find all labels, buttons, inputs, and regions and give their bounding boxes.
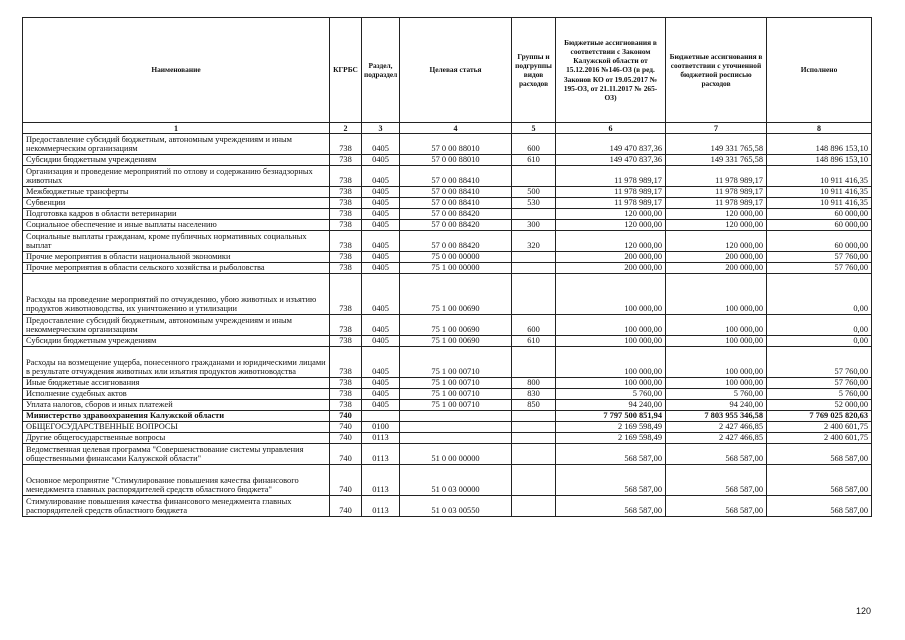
header-executed: Исполнено — [767, 18, 872, 123]
row-adjusted-allocation: 200 000,00 — [666, 263, 767, 274]
table-row — [23, 422, 872, 433]
row-group — [512, 274, 556, 315]
header-row — [23, 18, 872, 123]
row-kgrbs: 738 — [330, 155, 362, 166]
table-row — [23, 134, 872, 155]
row-law-allocation: 200 000,00 — [556, 263, 666, 274]
row-name: Другие общегосударственные вопросы — [23, 433, 330, 444]
row-target: 51 0 00 00000 — [400, 444, 512, 465]
row-target: 57 0 00 88010 — [400, 134, 512, 155]
row-kgrbs: 738 — [330, 378, 362, 389]
row-name: Расходы на проведение мероприятий по отчуждению, убою животных и изъятию продуктов животноводства, их уничтожению и утилизации — [23, 274, 330, 315]
row-section: 0405 — [362, 187, 400, 198]
row-adjusted-allocation: 568 587,00 — [666, 496, 767, 517]
header-adjusted-allocation: Бюджетные ассигнования в соответствии с уточненной бюджетной росписью расходов — [666, 18, 767, 123]
row-executed: 60 000,00 — [767, 231, 872, 252]
row-law-allocation: 100 000,00 — [556, 347, 666, 378]
row-adjusted-allocation: 100 000,00 — [666, 274, 767, 315]
row-adjusted-allocation: 94 240,00 — [666, 400, 767, 411]
row-kgrbs: 738 — [330, 231, 362, 252]
row-kgrbs: 740 — [330, 496, 362, 517]
row-name: Социальное обеспечение и иные выплаты населению — [23, 220, 330, 231]
row-executed: 2 400 601,75 — [767, 433, 872, 444]
table-row — [23, 411, 872, 422]
row-target: 57 0 00 88420 — [400, 209, 512, 220]
row-law-allocation: 100 000,00 — [556, 315, 666, 336]
column-number: 6 — [556, 123, 666, 134]
row-group: 300 — [512, 220, 556, 231]
table-row — [23, 187, 872, 198]
row-section: 0113 — [362, 433, 400, 444]
header-groups: Группы и подгруппы видов расходов — [512, 18, 556, 123]
row-group: 800 — [512, 378, 556, 389]
row-adjusted-allocation: 149 331 765,58 — [666, 155, 767, 166]
row-executed: 568 587,00 — [767, 444, 872, 465]
row-adjusted-allocation: 11 978 989,17 — [666, 198, 767, 209]
row-kgrbs: 738 — [330, 166, 362, 187]
row-target: 57 0 00 88420 — [400, 220, 512, 231]
row-group — [512, 209, 556, 220]
row-section: 0405 — [362, 315, 400, 336]
row-kgrbs: 738 — [330, 274, 362, 315]
row-name: Прочие мероприятия в области сельского хозяйства и рыболовства — [23, 263, 330, 274]
row-executed: 148 896 153,10 — [767, 155, 872, 166]
row-target: 51 0 03 00550 — [400, 496, 512, 517]
row-kgrbs: 738 — [330, 252, 362, 263]
row-law-allocation: 568 587,00 — [556, 444, 666, 465]
column-number: 7 — [666, 123, 767, 134]
row-group — [512, 496, 556, 517]
row-name: ОБЩЕГОСУДАРСТВЕННЫЕ ВОПРОСЫ — [23, 422, 330, 433]
row-section: 0405 — [362, 155, 400, 166]
row-law-allocation: 2 169 598,49 — [556, 422, 666, 433]
row-section — [362, 411, 400, 422]
row-executed: 7 769 025 820,63 — [767, 411, 872, 422]
row-adjusted-allocation: 11 978 989,17 — [666, 166, 767, 187]
row-name: Исполнение судебных актов — [23, 389, 330, 400]
table-row — [23, 496, 872, 517]
row-name: Социальные выплаты гражданам, кроме публичных нормативных социальных выплат — [23, 231, 330, 252]
row-law-allocation: 100 000,00 — [556, 336, 666, 347]
table-row — [23, 400, 872, 411]
table-row — [23, 315, 872, 336]
header-law-allocation: Бюджетные ассигнования в соответствии с Законом Калужской области от 15.12.2016 №146-ОЗ (в ред. Законов КО от 19.05.2017 № 195-ОЗ, от 21.11.2017 № 265-ОЗ) — [556, 18, 666, 123]
row-name: Субвенции — [23, 198, 330, 209]
row-target: 75 0 00 00000 — [400, 252, 512, 263]
row-target: 51 0 03 00000 — [400, 465, 512, 496]
row-law-allocation: 568 587,00 — [556, 465, 666, 496]
row-kgrbs: 740 — [330, 465, 362, 496]
column-number: 4 — [400, 123, 512, 134]
row-law-allocation: 7 797 500 851,94 — [556, 411, 666, 422]
row-law-allocation: 120 000,00 — [556, 231, 666, 252]
row-target: 75 1 00 00710 — [400, 378, 512, 389]
row-law-allocation: 94 240,00 — [556, 400, 666, 411]
row-law-allocation: 11 978 989,17 — [556, 166, 666, 187]
row-kgrbs: 740 — [330, 411, 362, 422]
row-section: 0113 — [362, 465, 400, 496]
row-section: 0405 — [362, 209, 400, 220]
row-adjusted-allocation: 100 000,00 — [666, 315, 767, 336]
header-target: Целевая статья — [400, 18, 512, 123]
row-group: 600 — [512, 134, 556, 155]
row-group — [512, 433, 556, 444]
row-target: 57 0 00 88410 — [400, 187, 512, 198]
table-row — [23, 220, 872, 231]
row-law-allocation: 120 000,00 — [556, 209, 666, 220]
row-group: 500 — [512, 187, 556, 198]
table-row — [23, 336, 872, 347]
row-kgrbs: 738 — [330, 336, 362, 347]
row-section: 0113 — [362, 496, 400, 517]
row-kgrbs: 738 — [330, 389, 362, 400]
table-row — [23, 465, 872, 496]
page-number: 120 — [856, 606, 872, 616]
row-section: 0405 — [362, 231, 400, 252]
row-adjusted-allocation: 568 587,00 — [666, 444, 767, 465]
row-name: Подготовка кадров в области ветеринарии — [23, 209, 330, 220]
row-adjusted-allocation: 200 000,00 — [666, 252, 767, 263]
row-group — [512, 263, 556, 274]
row-executed: 60 000,00 — [767, 209, 872, 220]
row-section: 0405 — [362, 220, 400, 231]
row-kgrbs: 738 — [330, 209, 362, 220]
row-executed: 57 760,00 — [767, 347, 872, 378]
row-group: 610 — [512, 155, 556, 166]
row-section: 0405 — [362, 347, 400, 378]
row-executed: 10 911 416,35 — [767, 198, 872, 209]
row-kgrbs: 738 — [330, 315, 362, 336]
table-row — [23, 231, 872, 252]
row-adjusted-allocation: 149 331 765,58 — [666, 134, 767, 155]
row-kgrbs: 740 — [330, 422, 362, 433]
table-row — [23, 433, 872, 444]
row-section: 0100 — [362, 422, 400, 433]
row-adjusted-allocation: 5 760,00 — [666, 389, 767, 400]
row-adjusted-allocation: 100 000,00 — [666, 336, 767, 347]
row-adjusted-allocation: 2 427 466,85 — [666, 422, 767, 433]
header-section: Раздел, подраздел — [362, 18, 400, 123]
row-target: 75 1 00 00690 — [400, 336, 512, 347]
column-number: 1 — [23, 123, 330, 134]
row-target: 75 1 00 00710 — [400, 347, 512, 378]
row-kgrbs: 740 — [330, 433, 362, 444]
table-row — [23, 198, 872, 209]
row-adjusted-allocation: 2 427 466,85 — [666, 433, 767, 444]
row-group — [512, 347, 556, 378]
row-section: 0405 — [362, 134, 400, 155]
row-section: 0113 — [362, 444, 400, 465]
row-section: 0405 — [362, 400, 400, 411]
row-section: 0405 — [362, 252, 400, 263]
row-executed: 57 760,00 — [767, 252, 872, 263]
column-number: 3 — [362, 123, 400, 134]
table-row — [23, 155, 872, 166]
row-target — [400, 433, 512, 444]
row-kgrbs: 738 — [330, 134, 362, 155]
row-executed: 52 000,00 — [767, 400, 872, 411]
row-name: Предоставление субсидий бюджетным, автономным учреждениям и иным некоммерческим организациям — [23, 315, 330, 336]
row-executed: 0,00 — [767, 336, 872, 347]
row-group: 320 — [512, 231, 556, 252]
row-section: 0405 — [362, 198, 400, 209]
column-number: 5 — [512, 123, 556, 134]
row-target — [400, 411, 512, 422]
row-executed: 60 000,00 — [767, 220, 872, 231]
table-row — [23, 378, 872, 389]
row-adjusted-allocation: 120 000,00 — [666, 209, 767, 220]
row-adjusted-allocation: 11 978 989,17 — [666, 187, 767, 198]
row-executed: 5 760,00 — [767, 389, 872, 400]
row-adjusted-allocation: 7 803 955 346,58 — [666, 411, 767, 422]
row-executed: 2 400 601,75 — [767, 422, 872, 433]
row-executed: 0,00 — [767, 274, 872, 315]
row-kgrbs: 738 — [330, 400, 362, 411]
table-row — [23, 263, 872, 274]
row-name: Межбюджетные трансферты — [23, 187, 330, 198]
row-section: 0405 — [362, 274, 400, 315]
row-kgrbs: 738 — [330, 187, 362, 198]
column-number: 8 — [767, 123, 872, 134]
row-kgrbs: 738 — [330, 263, 362, 274]
table-row — [23, 347, 872, 378]
row-law-allocation: 120 000,00 — [556, 220, 666, 231]
row-group: 610 — [512, 336, 556, 347]
table-row — [23, 274, 872, 315]
row-executed: 10 911 416,35 — [767, 187, 872, 198]
row-executed: 568 587,00 — [767, 496, 872, 517]
row-law-allocation: 568 587,00 — [556, 496, 666, 517]
row-section: 0405 — [362, 336, 400, 347]
row-executed: 57 760,00 — [767, 378, 872, 389]
row-section: 0405 — [362, 378, 400, 389]
column-number-row — [23, 123, 872, 134]
row-section: 0405 — [362, 166, 400, 187]
header-kgrbs: КГРБС — [330, 18, 362, 123]
row-section: 0405 — [362, 263, 400, 274]
row-group — [512, 411, 556, 422]
row-adjusted-allocation: 100 000,00 — [666, 378, 767, 389]
row-group — [512, 252, 556, 263]
row-group: 830 — [512, 389, 556, 400]
row-adjusted-allocation: 120 000,00 — [666, 220, 767, 231]
row-law-allocation: 200 000,00 — [556, 252, 666, 263]
row-target: 75 1 00 00710 — [400, 400, 512, 411]
row-group — [512, 465, 556, 496]
row-law-allocation: 149 470 837,36 — [556, 155, 666, 166]
row-target: 57 0 00 88410 — [400, 166, 512, 187]
row-kgrbs: 740 — [330, 444, 362, 465]
header-name: Наименование — [23, 18, 330, 123]
row-law-allocation: 2 169 598,49 — [556, 433, 666, 444]
row-law-allocation: 11 978 989,17 — [556, 187, 666, 198]
row-name: Предоставление субсидий бюджетным, автономным учреждениям и иным некоммерческим организациям — [23, 134, 330, 155]
row-executed: 568 587,00 — [767, 465, 872, 496]
row-executed: 10 911 416,35 — [767, 166, 872, 187]
row-law-allocation: 5 760,00 — [556, 389, 666, 400]
row-name: Ведомственная целевая программа "Совершенствование системы управления общественными финансами Калужской области" — [23, 444, 330, 465]
row-target: 75 1 00 00710 — [400, 389, 512, 400]
row-group: 530 — [512, 198, 556, 209]
row-name: Прочие мероприятия в области национальной экономики — [23, 252, 330, 263]
row-adjusted-allocation: 100 000,00 — [666, 347, 767, 378]
row-name: Иные бюджетные ассигнования — [23, 378, 330, 389]
row-group — [512, 166, 556, 187]
table-row — [23, 252, 872, 263]
row-group: 600 — [512, 315, 556, 336]
row-executed: 0,00 — [767, 315, 872, 336]
row-law-allocation: 100 000,00 — [556, 378, 666, 389]
row-kgrbs: 738 — [330, 347, 362, 378]
row-target: 57 0 00 88420 — [400, 231, 512, 252]
row-executed: 57 760,00 — [767, 263, 872, 274]
row-name: Министерство здравоохранения Калужской области — [23, 411, 330, 422]
row-executed: 148 896 153,10 — [767, 134, 872, 155]
row-kgrbs: 738 — [330, 220, 362, 231]
row-group — [512, 422, 556, 433]
table-body — [23, 134, 872, 517]
column-number: 2 — [330, 123, 362, 134]
row-adjusted-allocation: 568 587,00 — [666, 465, 767, 496]
row-name: Основное мероприятие "Стимулирование повышения качества финансового менеджмента главных распорядителей средств областного бюджета" — [23, 465, 330, 496]
row-section: 0405 — [362, 389, 400, 400]
row-target: 57 0 00 88410 — [400, 198, 512, 209]
row-target: 75 1 00 00690 — [400, 315, 512, 336]
row-name: Субсидии бюджетным учреждениям — [23, 155, 330, 166]
row-target: 57 0 00 88010 — [400, 155, 512, 166]
row-name: Уплата налогов, сборов и иных платежей — [23, 400, 330, 411]
row-adjusted-allocation: 120 000,00 — [666, 231, 767, 252]
row-law-allocation: 11 978 989,17 — [556, 198, 666, 209]
table-row — [23, 389, 872, 400]
row-name: Организация и проведение мероприятий по отлову и содержанию безнадзорных животных — [23, 166, 330, 187]
row-law-allocation: 149 470 837,36 — [556, 134, 666, 155]
table-row — [23, 444, 872, 465]
row-group: 850 — [512, 400, 556, 411]
table-row — [23, 209, 872, 220]
row-name: Стимулирование повышения качества финансового менеджмента главных распорядителей средств областного бюджета — [23, 496, 330, 517]
table-row — [23, 166, 872, 187]
row-target — [400, 422, 512, 433]
row-kgrbs: 738 — [330, 198, 362, 209]
budget-table — [22, 17, 872, 517]
row-name: Субсидии бюджетным учреждениям — [23, 336, 330, 347]
row-group — [512, 444, 556, 465]
row-target: 75 1 00 00000 — [400, 263, 512, 274]
row-target: 75 1 00 00690 — [400, 274, 512, 315]
row-name: Расходы на возмещение ущерба, понесенного гражданами и юридическими лицами в результате отчуждения животных или изъятия продуктов животноводства — [23, 347, 330, 378]
row-law-allocation: 100 000,00 — [556, 274, 666, 315]
